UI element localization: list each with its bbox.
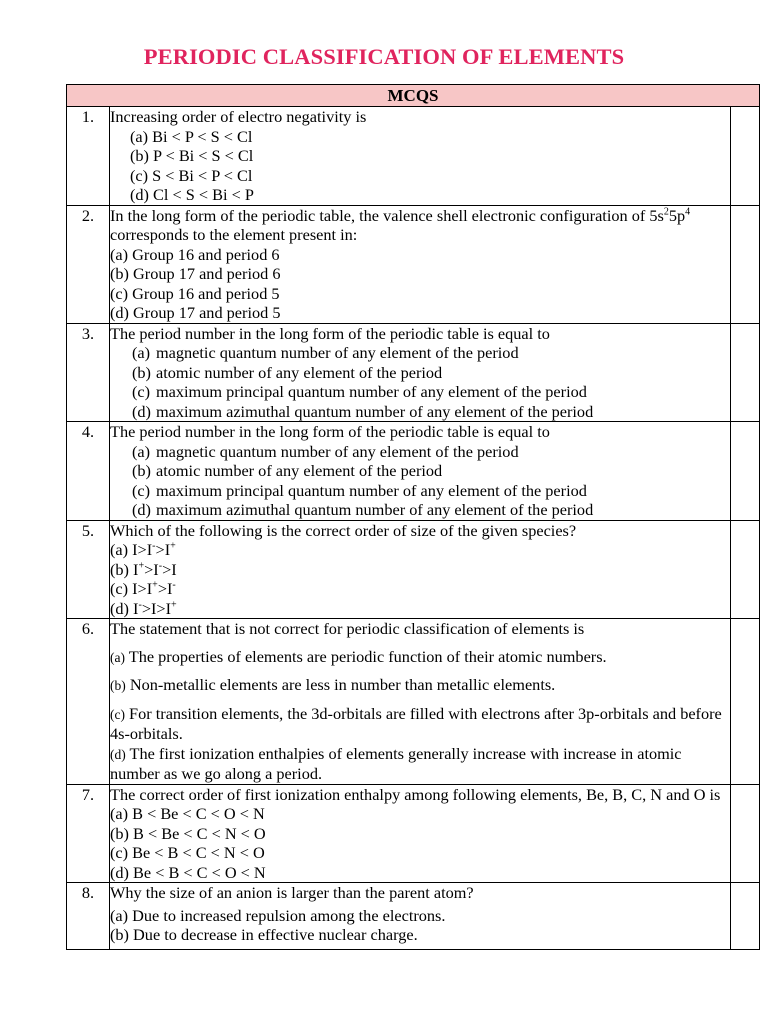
- option-text: atomic number of any element of the period: [156, 362, 443, 382]
- question-text: Which of the following is the correct order of size of the given species?: [110, 520, 577, 540]
- answer-cell: [731, 422, 760, 521]
- option-text: >I: [157, 579, 173, 598]
- option-c: (c) Be < B < C < N < O: [110, 843, 265, 862]
- question-text: The period number in the long form of the periodic table is equal to: [110, 422, 550, 441]
- option-text: (a) I>I: [110, 540, 153, 559]
- option-c: (c) S < Bi < P < Cl: [130, 165, 253, 185]
- superscript: +: [171, 599, 177, 611]
- question-content: [110, 883, 731, 950]
- question-number: 1.: [67, 107, 110, 206]
- option-label: (a): [110, 649, 125, 665]
- question-text-part: In the long form of the periodic table, the valence shell electronic configuration of 5s: [110, 205, 664, 225]
- option-a: [110, 442, 730, 462]
- question-number: 6.: [67, 619, 110, 785]
- question-text-part: corresponds to the element present in:: [110, 225, 358, 244]
- question-row-1: [67, 107, 760, 206]
- option-text: (d) I: [110, 598, 139, 618]
- option-c: (c) Group 16 and period 5: [110, 283, 280, 303]
- superscript: 2: [663, 206, 669, 218]
- question-text: [110, 206, 730, 245]
- question-number: 2.: [67, 205, 110, 323]
- question-content: [110, 619, 731, 785]
- answer-cell: [731, 784, 760, 883]
- question-number: 3.: [67, 323, 110, 422]
- option-label: (b): [132, 362, 151, 382]
- option-b: (b) B < Be < C < N < O: [110, 823, 266, 843]
- option-text: Non-metallic elements are less in number than metallic elements.: [125, 675, 556, 694]
- option-c: [110, 704, 730, 744]
- question-number: 8.: [67, 883, 110, 950]
- option-a: (a) Bi < P < S < Cl: [130, 126, 253, 146]
- option-d: [110, 744, 730, 784]
- option-text: maximum principal quantum number of any element of the period: [156, 382, 587, 401]
- option-b: (b) Group 17 and period 6: [110, 264, 281, 283]
- question-content: [110, 784, 731, 883]
- option-label: (d): [132, 401, 151, 421]
- answer-cell: [731, 520, 760, 619]
- answer-cell: [731, 323, 760, 422]
- option-text: >I: [155, 540, 171, 559]
- option-c: [110, 382, 730, 402]
- option-b: [110, 560, 730, 580]
- answer-cell: [731, 107, 760, 206]
- option-a: [110, 647, 730, 668]
- question-row-2: [67, 205, 760, 323]
- option-b: [110, 461, 730, 481]
- option-text: For transition elements, the 3d-orbitals are filled with electrons after 3p-orbitals and before 4s-orbitals.: [110, 703, 722, 743]
- answer-cell: [731, 883, 760, 950]
- option-b: (b) P < Bi < S < Cl: [130, 146, 254, 165]
- option-b: (b) Due to decrease in effective nuclear charge.: [110, 925, 418, 944]
- option-b: [110, 675, 730, 696]
- question-number: 4.: [67, 422, 110, 521]
- option-label: (c): [132, 382, 151, 401]
- question-row-7: [67, 784, 760, 883]
- option-a: [110, 343, 730, 363]
- option-a: [110, 540, 730, 560]
- answer-cell: [731, 205, 760, 323]
- question-text: The statement that is not correct for periodic classification of elements is: [110, 619, 585, 638]
- question-number: 7.: [67, 784, 110, 883]
- option-d: (d) Group 17 and period 5: [110, 303, 281, 322]
- option-c: [110, 481, 730, 501]
- option-d: (d) Be < B < C < O < N: [110, 862, 266, 882]
- option-label: (a): [132, 441, 151, 461]
- option-c: [110, 579, 730, 599]
- question-content: [110, 323, 731, 422]
- superscript: -: [172, 579, 176, 591]
- superscript: +: [138, 560, 145, 572]
- question-row-4: [67, 422, 760, 521]
- superscript: -: [138, 599, 142, 611]
- answer-cell: [731, 619, 760, 785]
- option-label: (c): [132, 480, 151, 500]
- table-header-row: [67, 85, 760, 107]
- superscript: -: [158, 560, 163, 572]
- question-row-3: [67, 323, 760, 422]
- option-b: [110, 363, 730, 383]
- option-text: >I>I: [141, 598, 172, 618]
- option-text: The properties of elements are periodic function of their atomic numbers.: [124, 646, 607, 666]
- question-row-6: [67, 619, 760, 785]
- question-content: [110, 520, 731, 619]
- section-header: MCQS: [67, 85, 760, 107]
- page-title: PERIODIC CLASSIFICATION OF ELEMENTS: [143, 44, 625, 69]
- option-label: (a): [132, 343, 151, 362]
- superscript: 4: [685, 206, 691, 218]
- option-d: [110, 599, 730, 619]
- question-text: Why the size of an anion is larger than the parent atom?: [110, 883, 474, 902]
- question-content: [110, 107, 731, 206]
- question-row-8: [67, 883, 760, 950]
- option-text: maximum principal quantum number of any element of the period: [156, 480, 587, 500]
- option-text: atomic number of any element of the period: [156, 461, 443, 480]
- option-text: maximum azimuthal quantum number of any element of the period: [156, 401, 594, 421]
- superscript: -: [152, 540, 156, 552]
- question-text: The correct order of first ionization enthalpy among following elements, Be, B, C, N and O is: [110, 784, 721, 804]
- option-text: magnetic quantum number of any element of the period: [156, 441, 519, 461]
- option-text: >I: [144, 559, 159, 579]
- question-content: [110, 422, 731, 521]
- option-d: (d) Cl < S < Bi < P: [130, 185, 254, 204]
- question-row-5: [67, 520, 760, 619]
- question-text: The period number in the long form of the periodic table is equal to: [110, 323, 550, 343]
- option-d: [110, 500, 730, 520]
- option-text: (b) I: [110, 559, 139, 579]
- option-label: (b): [132, 461, 151, 480]
- option-a: (a) B < Be < C < O < N: [110, 804, 265, 823]
- option-text: maximum azimuthal quantum number of any element of the period: [156, 500, 594, 519]
- superscript: +: [152, 579, 158, 591]
- option-d: [110, 402, 730, 422]
- option-a: (a) Group 16 and period 6: [110, 244, 280, 264]
- option-text: magnetic quantum number of any element of the period: [156, 343, 519, 362]
- question-text-part: 5p: [668, 205, 686, 225]
- option-text: >I: [162, 559, 177, 579]
- option-label: (b): [110, 678, 126, 693]
- question-number: 5.: [67, 520, 110, 619]
- option-label: (d): [132, 500, 151, 519]
- superscript: +: [170, 540, 176, 552]
- question-content: [110, 205, 731, 323]
- option-label: (c): [110, 706, 125, 722]
- question-text: Increasing order of electro negativity is: [110, 107, 367, 126]
- option-text: The first ionization enthalpies of elements generally increase with increase in atomic number as we go along a period.: [110, 743, 682, 783]
- mcq-table: [66, 84, 760, 950]
- option-a: (a) Due to increased repulsion among the electrons.: [110, 905, 446, 925]
- option-label: (d): [110, 746, 126, 762]
- option-text: (c) I>I: [110, 579, 153, 598]
